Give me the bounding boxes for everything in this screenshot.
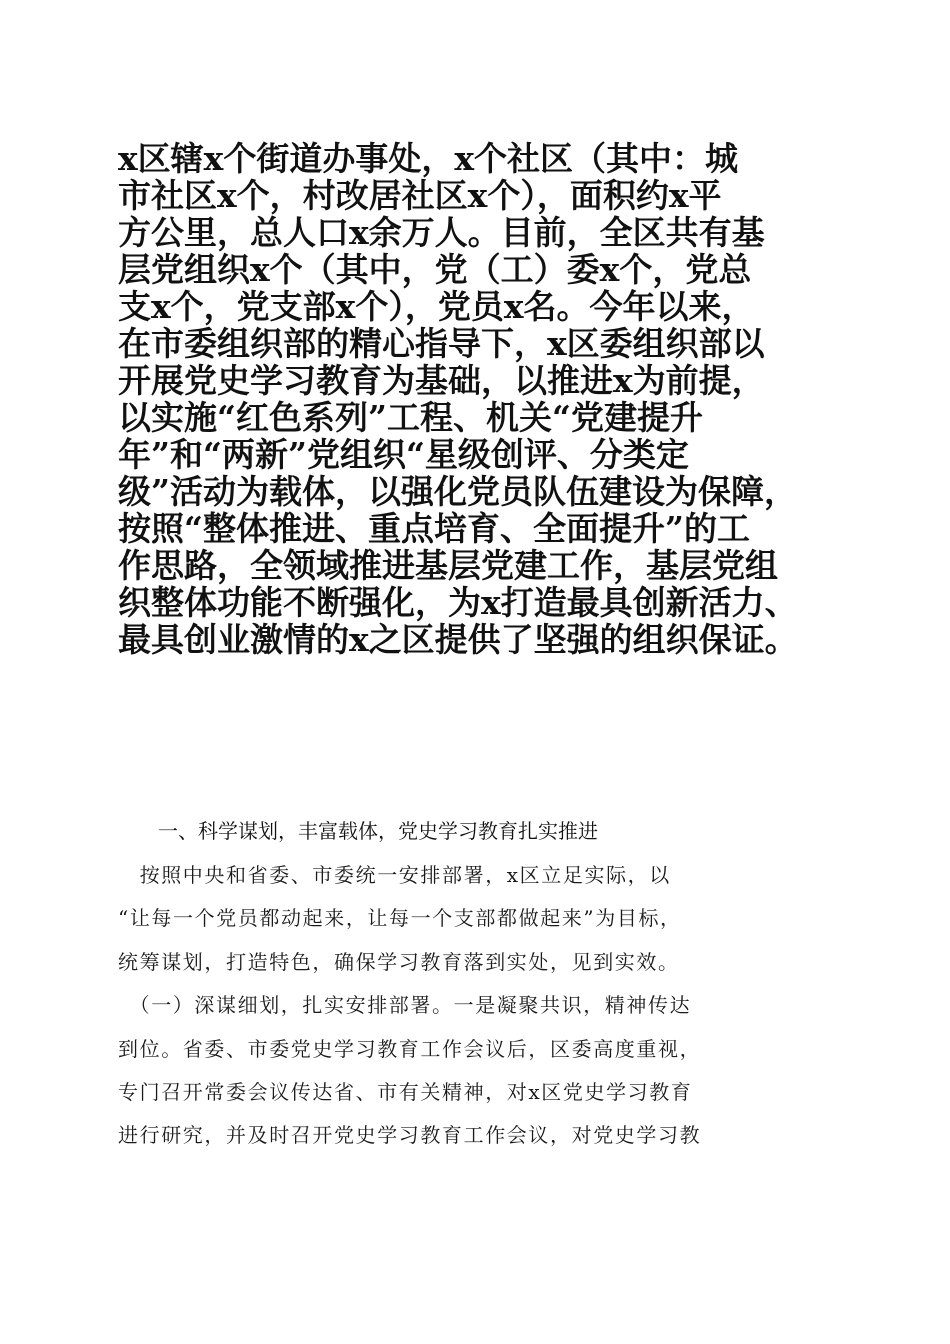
body-line: 到位。省委、市委党史学习教育工作会议后，区委高度重视， bbox=[118, 1036, 702, 1061]
body-line: （一）深谋细划，扎实安排部署。一是凝聚共识，精神传达 bbox=[118, 993, 692, 1018]
body-line: “让每一个党员都动起来，让每一个支部都做起来”为目标， bbox=[118, 906, 682, 931]
intro-line: 年”和“两新”党组织“星级创评、分类定 bbox=[118, 435, 689, 474]
section-heading: 一、科学谋划，丰富载体，党史学习教育扎实推进 bbox=[158, 819, 598, 843]
intro-paragraph bbox=[118, 140, 848, 658]
intro-line: 级”活动为载体，以强化党员队伍建设为保障， bbox=[118, 472, 797, 511]
body-line: 按照中央和省委、市委统一安排部署，x区立足实际，以 bbox=[118, 863, 671, 887]
section-body bbox=[118, 863, 838, 1167]
intro-line: 层党组织x个（其中，党（工）委x个，党总 bbox=[118, 250, 752, 289]
body-line: 专门召开常委会议传达省、市有关精神，对x区党史学习教育 bbox=[118, 1079, 693, 1104]
intro-line: 开展党史学习教育为基础，以推进x为前提， bbox=[118, 361, 765, 400]
intro-line: 作思路，全领域推进基层党建工作，基层党组 bbox=[118, 546, 778, 585]
intro-line: 方公里，总人口x余万人。目前，全区共有基 bbox=[118, 213, 765, 252]
body-line: 统筹谋划，打造特色，确保学习教育落到实处，见到实效。 bbox=[118, 949, 680, 974]
intro-line: 支x个，党支部x个），党员x名。今年以来， bbox=[118, 287, 755, 326]
intro-line: x区辖x个街道办事处，x个社区（其中：城 bbox=[118, 139, 739, 178]
body-line: 进行研究，并及时召开党史学习教育工作会议，对党史学习教 bbox=[118, 1123, 702, 1148]
intro-line: 在市委组织部的精心指导下，x区委组织部以 bbox=[118, 324, 765, 363]
intro-line: 最具创业激情的x之区提供了坚强的组织保证。 bbox=[118, 620, 798, 659]
intro-line: 以实施“红色系列”工程、机关“党建提升 bbox=[118, 398, 703, 437]
intro-line: 织整体功能不断强化，为x打造最具创新活力、 bbox=[118, 583, 798, 622]
intro-line: 市社区x个，村改居社区x个），面积约x平 bbox=[118, 176, 722, 215]
intro-line: 按照“整体推进、重点培育、全面提升”的工 bbox=[118, 509, 750, 548]
